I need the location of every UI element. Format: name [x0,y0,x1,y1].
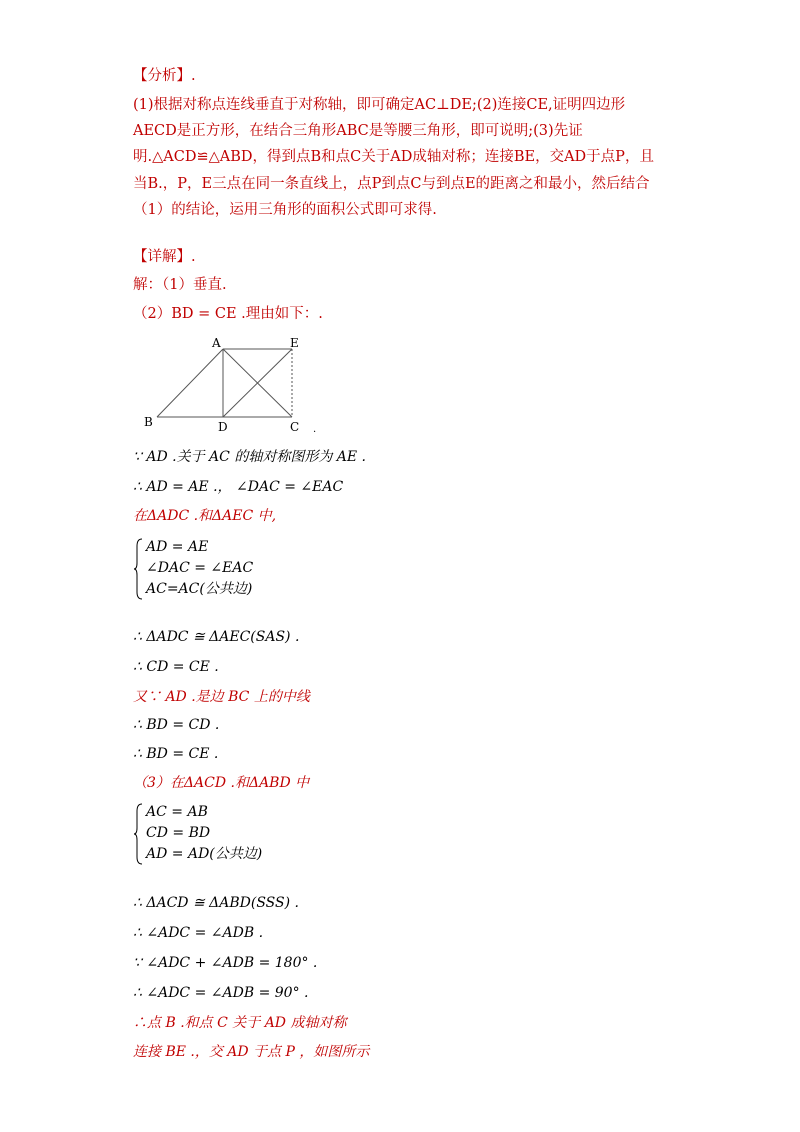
proof-line-3: 在ΔADC .和ΔAEC 中, [133,508,277,524]
label-e: E [290,336,299,350]
label-b: B [144,415,153,429]
proof-line-6: 又∵ AD .是边 BC 上的中线 [133,689,310,705]
segment-ba [157,349,223,417]
proof-line-2: ∴ AD = AE .， ∠DAC = ∠EAC [133,479,344,495]
system1-eq1: AD = AE [146,539,209,555]
proof-line-10: ∴ ΔACD ≅ ΔABD(SSS) . [133,895,299,911]
geometry-figure [140,335,325,435]
proof-line-4: ∴ ΔADC ≅ ΔAEC(SAS) . [133,629,300,645]
figure-dot: . [313,424,317,435]
solution-part2-intro: （2）BD = CE .理由如下：. [133,306,323,322]
system2-brace [134,803,144,865]
system1-eq3: AC=AC(公共边) [146,581,253,597]
proof-line-7: ∴ BD = CD . [133,717,220,733]
proof-line-1: ∵ AD .关于 AC 的轴对称图形为 AE . [133,449,366,465]
system1-brace [134,538,144,600]
proof-line-13: ∴ ∠ADC = ∠ADB = 90° . [133,985,309,1001]
system1-eq2: ∠DAC = ∠EAC [146,560,254,576]
system2-eq1: AC = AB [146,804,208,820]
label-a: A [212,336,221,350]
label-d: D [218,420,228,434]
system2-eq2: CD = BD [146,825,211,841]
analysis-heading: 【分析】. [133,68,196,84]
proof-line-9: （3）在ΔACD .和ΔABD 中 [133,775,310,791]
solution-part1: 解：（1）垂直. [133,277,227,293]
proof-line-14: ∴点 B .和点 C 关于 AD 成轴对称 [133,1015,347,1031]
proof-line-11: ∴ ∠ADC = ∠ADB . [133,925,264,941]
label-c: C [290,420,300,434]
analysis-paragraph: (1)根据对称点连线垂直于对称轴，即可确定AC⊥DE;(2)连接CE,证明四边形AECD是正方形，在结合三角形ABC是等腰三角形，即可说明;(3)先证明.△ACD≌△ABD，得到点B和点C关于AD成轴对称；连接BE，交AD于点P，且当B.，P，E三点在同一条直线上，点P到点C与到点E的距离之和最小，然后结合（1）的结论，运用三角形的面积公式即可求得. [133,97,654,218]
proof-line-12: ∵ ∠ADC + ∠ADB = 180° . [133,955,318,971]
detail-heading: 【详解】. [133,249,196,265]
proof-line-5: ∴ CD = CE . [133,659,219,675]
proof-line-8: ∴ BD = CE . [133,746,219,762]
proof-line-15: 连接 BE .，交 AD 于点 P ，如图所示 [133,1044,370,1060]
system2-eq3: AD = AD(公共边) [146,846,263,862]
